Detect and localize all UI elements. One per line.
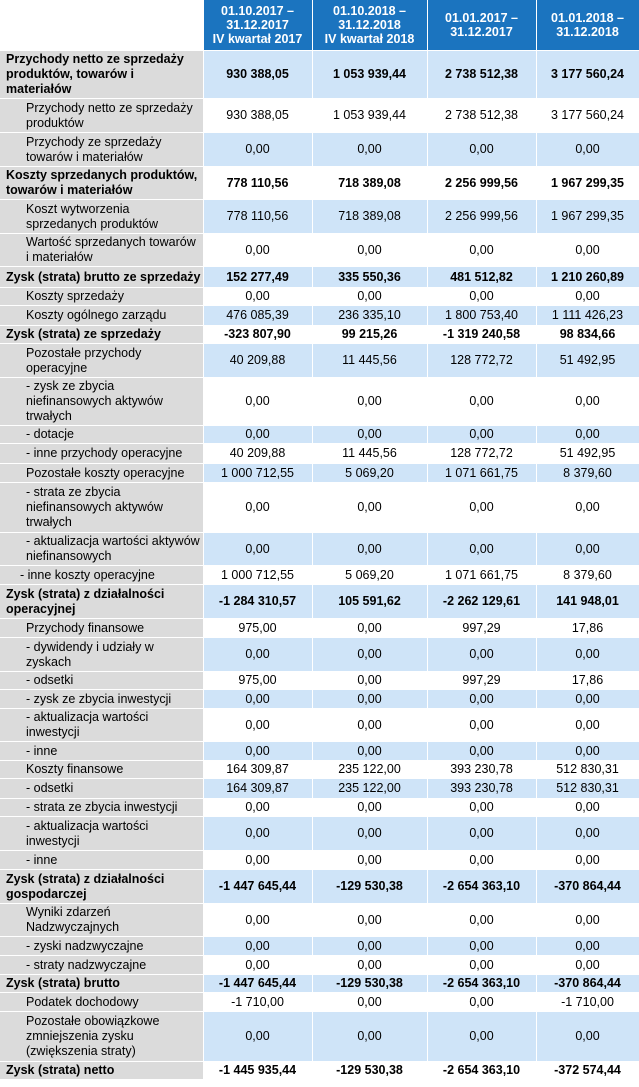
value-q4-2017: 0,00 [203,799,312,817]
value-year-2018: 0,00 [536,799,639,817]
value-year-2017: 481 512,82 [427,267,536,288]
value-q4-2018: 0,00 [312,956,427,975]
table-row [0,742,639,761]
value-q4-2017: 778 110,56 [203,167,312,200]
table-row [0,799,639,817]
row-label: - dywidendy i udziały w zyskach [0,638,203,672]
row-label: Zysk (strata) z działalności gospodarczej [0,870,203,904]
value-year-2017: 1 071 661,75 [427,566,536,585]
row-label: - aktualizacja wartości inwestycji [0,709,203,742]
value-q4-2017: 0,00 [203,426,312,444]
value-q4-2017: 0,00 [203,956,312,975]
value-year-2017: 128 772,72 [427,444,536,464]
value-year-2017: 0,00 [427,533,536,566]
value-q4-2017: 0,00 [203,483,312,533]
value-year-2017: 997,29 [427,672,536,690]
value-year-2018: 3 177 560,24 [536,51,639,99]
value-year-2018: 0,00 [536,426,639,444]
row-label: - strata ze zbycia inwestycji [0,799,203,817]
header-cell-year-2018: 01.01.2018 – 31.12.2018 [536,0,639,51]
value-year-2018: 0,00 [536,234,639,267]
table-row [0,975,639,993]
value-year-2018: 17,86 [536,619,639,638]
row-label: - dotacje [0,426,203,444]
table-row [0,444,639,464]
table-row [0,1012,639,1062]
value-q4-2018: 1 053 939,44 [312,99,427,133]
value-q4-2018: 0,00 [312,904,427,937]
value-q4-2018: 0,00 [312,937,427,956]
table-row [0,638,639,672]
value-q4-2017: 975,00 [203,672,312,690]
value-q4-2018: -129 530,38 [312,1062,427,1080]
header-cell-label [0,0,203,51]
value-year-2017: 0,00 [427,937,536,956]
row-label: Zysk (strata) z działalności operacyjnej [0,585,203,619]
value-q4-2018: 0,00 [312,426,427,444]
value-year-2017: 997,29 [427,619,536,638]
value-q4-2018: 0,00 [312,619,427,638]
value-q4-2017: 0,00 [203,288,312,306]
value-q4-2017: 930 388,05 [203,51,312,99]
value-year-2018: 0,00 [536,904,639,937]
value-year-2017: 2 256 999,56 [427,167,536,200]
row-label: Przychody netto ze sprzedaży produktów [0,99,203,133]
value-year-2017: -1 319 240,58 [427,326,536,344]
value-year-2018: 1 967 299,35 [536,200,639,234]
table-row [0,956,639,975]
value-year-2018: 98 834,66 [536,326,639,344]
value-year-2018: 3 177 560,24 [536,99,639,133]
value-q4-2018: -129 530,38 [312,870,427,904]
row-label: - aktualizacja wartości inwestycji [0,817,203,851]
row-label: Zysk (strata) netto [0,1062,203,1080]
value-year-2018: -372 574,44 [536,1062,639,1080]
value-q4-2018: 0,00 [312,817,427,851]
value-year-2017: 0,00 [427,742,536,761]
value-q4-2018: 0,00 [312,1012,427,1062]
value-q4-2018: 0,00 [312,709,427,742]
value-q4-2017: 0,00 [203,904,312,937]
table-row [0,464,639,483]
value-year-2017: 0,00 [427,1012,536,1062]
value-year-2018: 0,00 [536,851,639,870]
value-q4-2017: 0,00 [203,1012,312,1062]
value-q4-2017: 0,00 [203,851,312,870]
value-q4-2017: 40 209,88 [203,344,312,378]
row-label: Przychody netto ze sprzedaży produktów, towarów i materiałów [0,51,203,99]
value-q4-2017: 0,00 [203,937,312,956]
value-q4-2017: -1 447 645,44 [203,975,312,993]
value-year-2018: 0,00 [536,956,639,975]
table-row [0,533,639,566]
table-row [0,51,639,99]
value-year-2018: 0,00 [536,288,639,306]
value-q4-2018: 0,00 [312,742,427,761]
value-q4-2017: -1 284 310,57 [203,585,312,619]
value-year-2018: 0,00 [536,533,639,566]
value-year-2017: 0,00 [427,378,536,426]
value-q4-2018: 0,00 [312,993,427,1012]
value-q4-2017: -1 710,00 [203,993,312,1012]
row-label: Koszt wytworzenia sprzedanych produktów [0,200,203,234]
row-label: Przychody finansowe [0,619,203,638]
header-cell-year-2017: 01.01.2017 – 31.12.2017 [427,0,536,51]
value-q4-2018: 105 591,62 [312,585,427,619]
value-q4-2018: 11 445,56 [312,344,427,378]
table-row [0,426,639,444]
value-year-2018: 8 379,60 [536,464,639,483]
value-q4-2017: -1 447 645,44 [203,870,312,904]
row-label: - odsetki [0,779,203,799]
value-year-2018: 0,00 [536,638,639,672]
value-year-2017: 2 738 512,38 [427,51,536,99]
value-q4-2018: 99 215,26 [312,326,427,344]
value-year-2017: 1 071 661,75 [427,464,536,483]
row-label: - strata ze zbycia niefinansowych aktywów trwałych [0,483,203,533]
value-q4-2018: 11 445,56 [312,444,427,464]
value-q4-2017: 0,00 [203,709,312,742]
row-label: Podatek dochodowy [0,993,203,1012]
value-q4-2017: 1 000 712,55 [203,566,312,585]
value-year-2018: 0,00 [536,483,639,533]
value-year-2018: 512 830,31 [536,761,639,779]
value-year-2017: 0,00 [427,638,536,672]
table-row [0,993,639,1012]
value-year-2018: 0,00 [536,817,639,851]
value-q4-2018: 236 335,10 [312,306,427,326]
value-year-2017: 0,00 [427,133,536,167]
value-year-2018: -370 864,44 [536,870,639,904]
value-year-2017: 2 738 512,38 [427,99,536,133]
value-q4-2018: -129 530,38 [312,975,427,993]
value-q4-2018: 0,00 [312,483,427,533]
table-row [0,483,639,533]
table-row [0,870,639,904]
value-year-2017: -2 654 363,10 [427,870,536,904]
value-q4-2017: -1 445 935,44 [203,1062,312,1080]
table-row [0,234,639,267]
value-year-2018: 0,00 [536,937,639,956]
value-q4-2018: 335 550,36 [312,267,427,288]
table-row [0,672,639,690]
value-q4-2017: 975,00 [203,619,312,638]
value-q4-2017: 0,00 [203,234,312,267]
value-year-2017: 0,00 [427,426,536,444]
value-q4-2018: 0,00 [312,690,427,709]
row-label: Pozostałe obowiązkowe zmniejszenia zysku (zwiększenia straty) [0,1012,203,1062]
table-row [0,761,639,779]
table-row [0,267,639,288]
value-year-2017: 0,00 [427,690,536,709]
value-year-2017: -2 654 363,10 [427,1062,536,1080]
value-year-2018: 51 492,95 [536,344,639,378]
value-q4-2017: 930 388,05 [203,99,312,133]
value-q4-2018: 718 389,08 [312,200,427,234]
table-row [0,1062,639,1080]
value-year-2018: 141 948,01 [536,585,639,619]
value-q4-2018: 235 122,00 [312,779,427,799]
header-row [0,0,639,51]
value-year-2017: 0,00 [427,234,536,267]
value-year-2018: 1 967 299,35 [536,167,639,200]
value-q4-2017: 0,00 [203,133,312,167]
value-year-2017: -2 654 363,10 [427,975,536,993]
value-year-2017: 0,00 [427,993,536,1012]
table-row [0,817,639,851]
value-q4-2017: 40 209,88 [203,444,312,464]
value-q4-2017: 0,00 [203,690,312,709]
table-row [0,566,639,585]
value-q4-2017: -323 807,90 [203,326,312,344]
row-label: Wyniki zdarzeń Nadzwyczajnych [0,904,203,937]
value-year-2018: 1 210 260,89 [536,267,639,288]
value-year-2017: 393 230,78 [427,761,536,779]
value-q4-2017: 164 309,87 [203,779,312,799]
value-year-2017: 0,00 [427,483,536,533]
value-q4-2017: 778 110,56 [203,200,312,234]
table-row [0,306,639,326]
row-label: Koszty sprzedanych produktów, towarów i materiałów [0,167,203,200]
value-year-2017: 0,00 [427,288,536,306]
value-year-2017: 0,00 [427,817,536,851]
table-row [0,709,639,742]
value-q4-2017: 152 277,49 [203,267,312,288]
value-year-2018: 17,86 [536,672,639,690]
table-row [0,378,639,426]
value-year-2018: 1 111 426,23 [536,306,639,326]
row-label: - zyski nadzwyczajne [0,937,203,956]
value-q4-2018: 718 389,08 [312,167,427,200]
value-year-2018: -370 864,44 [536,975,639,993]
value-q4-2018: 0,00 [312,672,427,690]
value-q4-2018: 0,00 [312,851,427,870]
row-label: - inne [0,851,203,870]
table-row [0,326,639,344]
row-label: Koszty sprzedaży [0,288,203,306]
row-label: - zysk ze zbycia inwestycji [0,690,203,709]
value-year-2017: 0,00 [427,956,536,975]
value-year-2017: 2 256 999,56 [427,200,536,234]
value-q4-2017: 164 309,87 [203,761,312,779]
table-row [0,200,639,234]
value-q4-2018: 1 053 939,44 [312,51,427,99]
row-label: Zysk (strata) brutto ze sprzedaży [0,267,203,288]
value-q4-2018: 0,00 [312,533,427,566]
value-q4-2018: 0,00 [312,288,427,306]
row-label: - inne koszty operacyjne [0,566,203,585]
table-row [0,851,639,870]
value-year-2017: 0,00 [427,799,536,817]
table-row [0,133,639,167]
value-year-2018: 0,00 [536,709,639,742]
value-year-2018: -1 710,00 [536,993,639,1012]
row-label: - zysk ze zbycia niefinansowych aktywów trwałych [0,378,203,426]
value-year-2017: -2 262 129,61 [427,585,536,619]
row-label: - odsetki [0,672,203,690]
table-row [0,288,639,306]
value-q4-2017: 476 085,39 [203,306,312,326]
value-year-2018: 0,00 [536,1012,639,1062]
value-year-2017: 1 800 753,40 [427,306,536,326]
value-q4-2018: 5 069,20 [312,566,427,585]
value-q4-2017: 0,00 [203,638,312,672]
row-label: - inne [0,742,203,761]
table-row [0,690,639,709]
row-label: Pozostałe przychody operacyjne [0,344,203,378]
value-year-2018: 51 492,95 [536,444,639,464]
value-q4-2017: 0,00 [203,378,312,426]
row-label: Przychody ze sprzedaży towarów i materiałów [0,133,203,167]
value-year-2017: 0,00 [427,709,536,742]
value-q4-2017: 1 000 712,55 [203,464,312,483]
table-row [0,619,639,638]
table-row [0,937,639,956]
header-cell-q4-2018: 01.10.2018 – 31.12.2018 IV kwartał 2018 [312,0,427,51]
value-year-2018: 0,00 [536,133,639,167]
value-q4-2017: 0,00 [203,817,312,851]
value-q4-2018: 0,00 [312,638,427,672]
value-q4-2018: 0,00 [312,799,427,817]
value-year-2018: 512 830,31 [536,779,639,799]
row-label: Zysk (strata) brutto [0,975,203,993]
table-row [0,904,639,937]
value-year-2018: 0,00 [536,378,639,426]
value-q4-2017: 0,00 [203,742,312,761]
value-year-2018: 8 379,60 [536,566,639,585]
table-row [0,167,639,200]
table-body [0,51,639,1080]
row-label: Zysk (strata) ze sprzedaży [0,326,203,344]
value-year-2017: 128 772,72 [427,344,536,378]
row-label: Pozostałe koszty operacyjne [0,464,203,483]
value-q4-2018: 235 122,00 [312,761,427,779]
header-cell-q4-2017: 01.10.2017 – 31.12.2017 IV kwartał 2017 [203,0,312,51]
row-label: - inne przychody operacyjne [0,444,203,464]
row-label: Koszty ogólnego zarządu [0,306,203,326]
value-q4-2017: 0,00 [203,533,312,566]
value-year-2017: 0,00 [427,904,536,937]
value-q4-2018: 0,00 [312,234,427,267]
row-label: - straty nadzwyczajne [0,956,203,975]
value-q4-2018: 5 069,20 [312,464,427,483]
row-label: Koszty finansowe [0,761,203,779]
value-q4-2018: 0,00 [312,378,427,426]
table-row [0,99,639,133]
row-label: - aktualizacja wartości aktywów niefinansowych [0,533,203,566]
table-row [0,585,639,619]
table-row [0,779,639,799]
value-year-2017: 0,00 [427,851,536,870]
value-q4-2018: 0,00 [312,133,427,167]
value-year-2018: 0,00 [536,690,639,709]
value-year-2018: 0,00 [536,742,639,761]
row-label: Wartość sprzedanych towarów i materiałów [0,234,203,267]
table-row [0,344,639,378]
value-year-2017: 393 230,78 [427,779,536,799]
